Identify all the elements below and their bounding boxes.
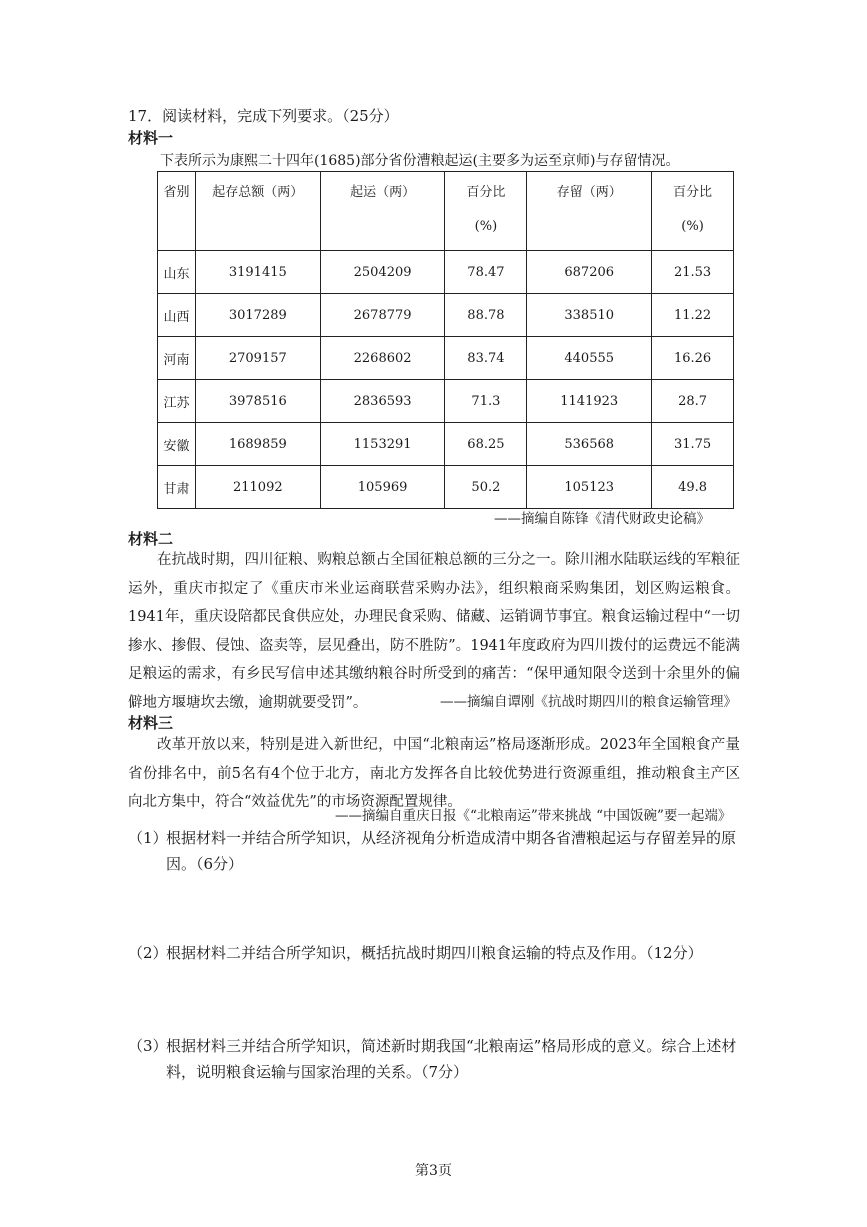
header-shipped-pct: 百分比 (%) xyxy=(445,172,527,251)
cell-retained: 1141923 xyxy=(527,380,652,423)
header-shipped: 起运（两） xyxy=(320,172,445,251)
subquestion-text: 根据材料二并结合所学知识，概括抗战时期四川粮食运输的特点及作用。（12分） xyxy=(166,944,703,962)
cell-shipped-pct: 68.25 xyxy=(445,423,527,466)
table-row xyxy=(158,466,734,509)
cell-retained-pct: 11.22 xyxy=(652,294,734,337)
material3-text: 改革开放以来，特别是进入新世纪，中国“北粮南运”格局逐渐形成。2023年全国粮食产量省份排名中，前5名有4个位于北方，南北方发挥各自比较优势进行资源重组，推动粮食主产区向北方集中，符合“效益优先”的市场资源配置规律。 xyxy=(128,737,740,810)
table-row xyxy=(158,337,734,380)
cell-total: 3191415 xyxy=(195,251,320,294)
cell-province: 河南 xyxy=(158,337,196,380)
cell-shipped-pct: 83.74 xyxy=(445,337,527,380)
subquestion-text: 根据材料一并结合所学知识，从经济视角分析造成清中期各省漕粮起运与存留差异的原因。（6分） xyxy=(166,829,737,873)
cell-shipped: 2504209 xyxy=(320,251,445,294)
cell-retained: 687206 xyxy=(527,251,652,294)
grain-table xyxy=(157,171,734,509)
cell-shipped: 105969 xyxy=(320,466,445,509)
cell-retained-pct: 31.75 xyxy=(652,423,734,466)
material1-label: 材料一 xyxy=(128,129,174,147)
cell-retained: 536568 xyxy=(527,423,652,466)
cell-total: 3017289 xyxy=(195,294,320,337)
material1-source: ——摘编自陈锋《清代财政史论稿》 xyxy=(494,511,710,527)
cell-retained-pct: 49.8 xyxy=(652,466,734,509)
cell-shipped-pct: 78.47 xyxy=(445,251,527,294)
subquestion-number: （1） xyxy=(128,829,168,847)
subquestion-number: （3） xyxy=(128,1037,168,1055)
table-row xyxy=(158,423,734,466)
material2-label: 材料二 xyxy=(128,530,174,548)
material3-source: ——摘编自重庆日报《“北粮南运”带来挑战 “中国饭碗”要一起端》 xyxy=(335,808,732,824)
cell-province: 山东 xyxy=(158,251,196,294)
cell-shipped-pct: 50.2 xyxy=(445,466,527,509)
cell-province: 山西 xyxy=(158,294,196,337)
material2-source: ——摘编自谭刚《抗战时期四川的粮食运输管理》 xyxy=(440,694,737,710)
cell-total: 1689859 xyxy=(195,423,320,466)
cell-retained: 105123 xyxy=(527,466,652,509)
subquestion-1 xyxy=(128,825,743,877)
cell-total: 211092 xyxy=(195,466,320,509)
question-title: 17．阅读材料，完成下列要求。（25分） xyxy=(128,107,399,125)
cell-retained: 440555 xyxy=(527,337,652,380)
subquestion-2 xyxy=(128,940,743,966)
cell-total: 2709157 xyxy=(195,337,320,380)
table-header-row xyxy=(158,172,734,251)
cell-total: 3978516 xyxy=(195,380,320,423)
header-retained: 存留（两） xyxy=(527,172,652,251)
header-total: 起存总额（两） xyxy=(195,172,320,251)
cell-retained-pct: 16.26 xyxy=(652,337,734,380)
cell-shipped: 1153291 xyxy=(320,423,445,466)
cell-retained-pct: 21.53 xyxy=(652,251,734,294)
subquestion-number: （2） xyxy=(128,944,168,962)
material2-text: 在抗战时期，四川征粮、购粮总额占全国征粮总额的三分之一。除川湘水陆联运线的军粮征运外，重庆市拟定了《重庆市米业运商联营采购办法》，组织粮商采购集团，划区购运粮食。1941年，重庆设陪都民食供应处，办理民食采购、储藏、运销调节事宜。粮食运输过程中“一切掺水、掺假、侵蚀、盗卖等，层见叠出，防不胜防”。1941年度政府为四川拨付的运费远不能满足粮运的需求，有乡民写信申述其缴纳粮谷时所受到的痛苦：“保甲通知限令送到十余里外的偏僻地方堰塘坎去缴，逾期就要受罚”。 xyxy=(128,552,740,711)
subquestion-text: 根据材料三并结合所学知识，简述新时期我国“北粮南运”格局形成的意义。综合上述材料，说明粮食运输与国家治理的关系。（7分） xyxy=(166,1037,737,1081)
cell-shipped: 2268602 xyxy=(320,337,445,380)
cell-province: 江苏 xyxy=(158,380,196,423)
cell-retained: 338510 xyxy=(527,294,652,337)
page-number: 第3页 xyxy=(415,1163,452,1179)
cell-province: 安徽 xyxy=(158,423,196,466)
header-province: 省别 xyxy=(158,172,196,251)
cell-shipped-pct: 71.3 xyxy=(445,380,527,423)
table-row xyxy=(158,294,734,337)
subquestion-3 xyxy=(128,1033,743,1085)
material1-intro: 下表所示为康熙二十四年(1685)部分省份漕粮起运(主要多为运至京师)与存留情况。 xyxy=(160,153,680,169)
table-row xyxy=(158,251,734,294)
cell-shipped: 2836593 xyxy=(320,380,445,423)
cell-retained-pct: 28.7 xyxy=(652,380,734,423)
material3-label: 材料三 xyxy=(128,714,174,732)
table-row xyxy=(158,380,734,423)
cell-province: 甘肃 xyxy=(158,466,196,509)
cell-shipped-pct: 88.78 xyxy=(445,294,527,337)
header-retained-pct: 百分比 (%) xyxy=(652,172,734,251)
cell-shipped: 2678779 xyxy=(320,294,445,337)
